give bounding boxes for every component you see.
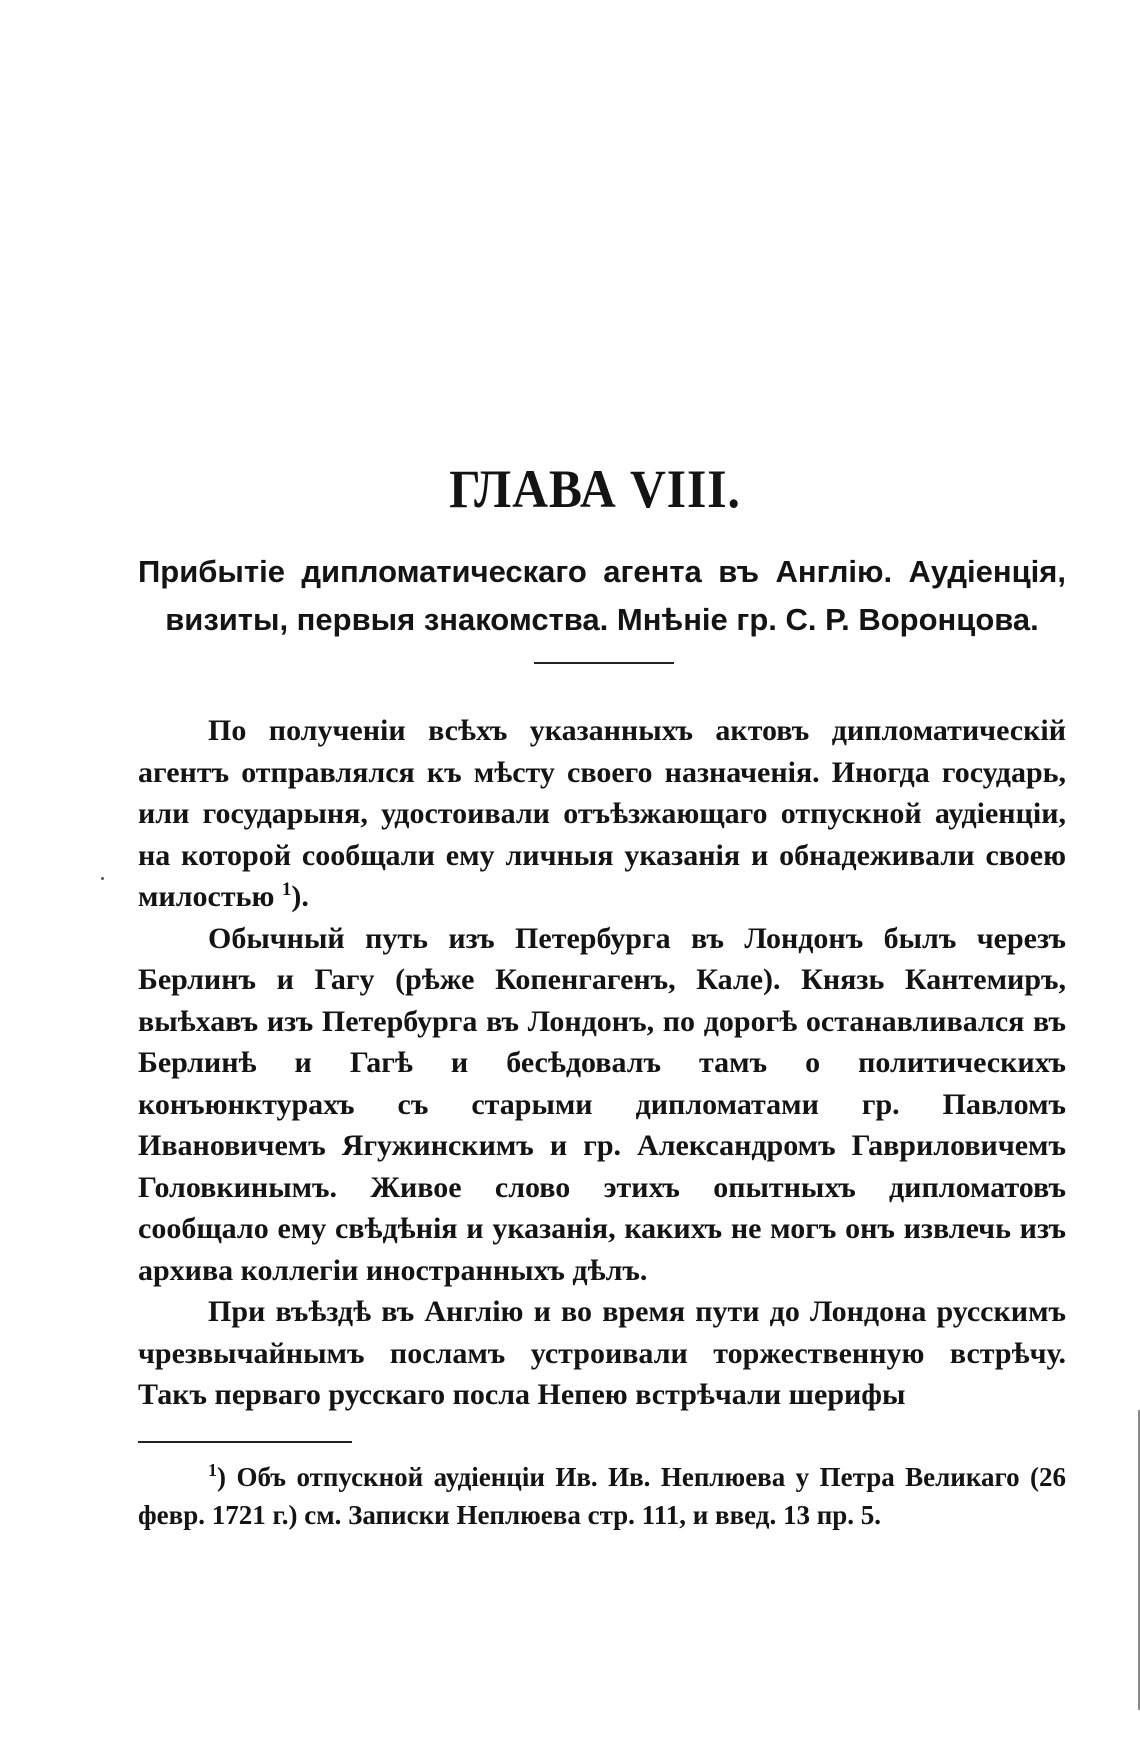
chapter-heading: ГЛАВА VIII. — [449, 459, 741, 519]
footnote-mark: 1 — [208, 1460, 217, 1480]
footnote — [138, 1458, 1066, 1534]
paragraph-1 — [138, 710, 1066, 918]
paragraph-1-end: ). — [291, 880, 309, 913]
scan-speck — [101, 877, 104, 880]
footnote-mark-close: ) — [217, 1462, 226, 1492]
footnote-text: Объ отпускной аудіенціи Ив. Ив. Неплюева у Петра Великаго (26 февр. 1721 г.) см. Записки Неплюева стр. 111, и введ. 13 пр. 5. — [138, 1462, 1067, 1530]
title-divider — [534, 662, 674, 664]
paragraph-2: Обычный путь изъ Петербурга въ Лондонъ былъ черезъ Берлинъ и Гагу (рѣже Копенгагенъ, Кале). Князь Кантемиръ, выѣхавъ изъ Петербурга въ Лондонъ, по дорогѣ останавливался въ Берлинѣ и Гагѣ и бесѣдовалъ тамъ о политическихъ конъюнктурахъ съ старыми дипломатами гр. Павломъ Ивановичемъ Ягужинскимъ и гр. Александромъ Гавриловичемъ Головкинымъ. Живое слово этихъ опытныхъ дипломатовъ сообщало ему свѣдѣнія и указанія, какихъ не могъ онъ извлечь изъ архива коллегіи иностранныхъ дѣлъ. — [138, 921, 1066, 1287]
footnote-reference: 1 — [281, 879, 292, 900]
paragraph-3: При въѣздѣ въ Англію и во время пути до Лондона русскимъ чрезвычайнымъ посламъ устроивали торжественную встрѣчу. Такъ перваго русскаго посла Непею встрѣчали шерифы — [138, 1295, 1066, 1411]
body-text — [138, 710, 1066, 1416]
chapter-subtitle: Прибытіе дипломатическаго агента въ Англію. Аудіенція, визиты, первыя знакомства. Мнѣніе гр. С. Р. Воронцова. — [138, 554, 1066, 637]
paragraph-1-text: По полученіи всѣхъ указанныхъ актовъ дипломатическій агентъ отправлялся къ мѣсту своего назначенія. Иногда государь, или государыня, удостоивали отъѣзжающаго отпускной аудіенціи, на которой сообщали ему личныя указанія и обнадеживали своею милостью — [138, 714, 1066, 913]
footnote-divider — [138, 1441, 352, 1443]
